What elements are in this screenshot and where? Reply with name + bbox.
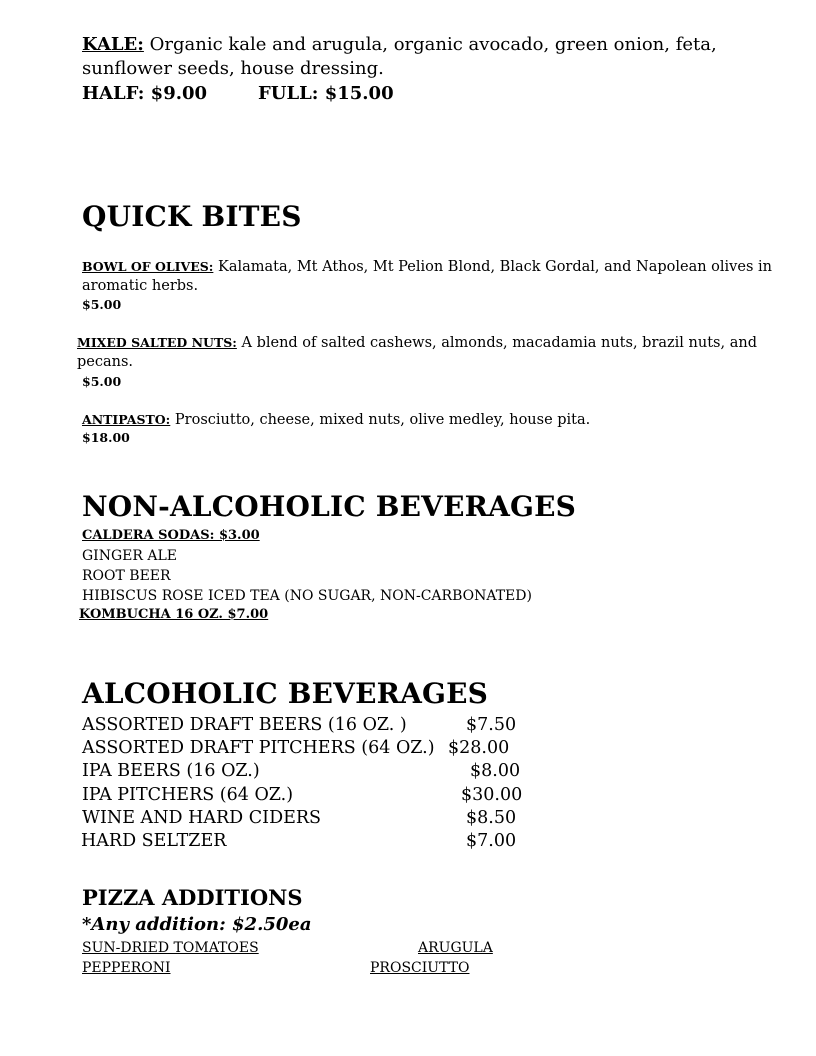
quick-bites-heading: QUICK BITES [82, 200, 302, 233]
nuts-price: $5.00 [82, 374, 122, 389]
non-alcoholic-heading: NON-ALCOHOLIC BEVERAGES [82, 490, 577, 523]
kale-half-price: HALF: $9.00 [82, 83, 208, 104]
alcohol-item-price: $30.00 [461, 785, 523, 805]
kale-description-line1: KALE: Organic kale and arugula, organic avocado, green onion, feta, [82, 34, 717, 55]
soda-hibiscus-tea: HIBISCUS ROSE ICED TEA (NO SUGAR, NON-CARBONATED) [82, 588, 532, 604]
alcohol-item-name: HARD SELTZER [81, 831, 227, 851]
alcohol-item-name: ASSORTED DRAFT PITCHERS (64 OZ.) [82, 738, 435, 758]
pizza-additions-note: *Any addition: $2.50ea [82, 914, 312, 935]
alcoholic-heading: ALCOHOLIC BEVERAGES [82, 677, 489, 710]
soda-ginger-ale: GINGER ALE [82, 548, 177, 564]
kale-full-price: FULL: $15.00 [258, 83, 394, 104]
alcohol-item-price: $8.00 [470, 761, 521, 781]
alcohol-item-name: IPA PITCHERS (64 OZ.) [82, 785, 294, 805]
soda-root-beer: ROOT BEER [82, 568, 171, 584]
pizza-addition-prosciutto: PROSCIUTTO [370, 960, 470, 976]
alcohol-item-price: $7.00 [466, 831, 517, 851]
alcohol-item-price: $28.00 [448, 738, 510, 758]
kale-name: KALE: [82, 34, 144, 55]
alcohol-item-price: $7.50 [466, 715, 517, 735]
alcohol-item-name: IPA BEERS (16 OZ.) [82, 761, 260, 781]
kale-description-line2: sunflower seeds, house dressing. [82, 58, 384, 79]
pizza-addition-arugula: ARUGULA [418, 940, 493, 956]
menu-item-olives: BOWL OF OLIVES: Kalamata, Mt Athos, Mt Pelion Blond, Black Gordal, and Napolean olives in aromatic herbs. [82, 259, 772, 294]
pizza-additions-heading: PIZZA ADDITIONS [82, 885, 303, 910]
menu-item-nuts: MIXED SALTED NUTS: A blend of salted cashews, almonds, macadamia nuts, brazil nuts, and pecans. [77, 335, 757, 370]
kombucha-item: KOMBUCHA 16 OZ. $7.00 [79, 607, 269, 622]
olives-price: $5.00 [82, 297, 122, 312]
menu-item-antipasto: ANTIPASTO: Prosciutto, cheese, mixed nuts, olive medley, house pita. [82, 412, 591, 428]
alcohol-item-name: ASSORTED DRAFT BEERS (16 OZ. ) [82, 715, 407, 735]
antipasto-price: $18.00 [82, 430, 130, 445]
alcohol-item-price: $8.50 [466, 808, 517, 828]
pizza-addition-sun-dried-tomatoes: SUN-DRIED TOMATOES [82, 940, 259, 956]
pizza-addition-pepperoni: PEPPERONI [82, 960, 171, 976]
caldera-sodas-heading: CALDERA SODAS: $3.00 [82, 528, 260, 543]
alcohol-item-name: WINE AND HARD CIDERS [82, 808, 322, 828]
